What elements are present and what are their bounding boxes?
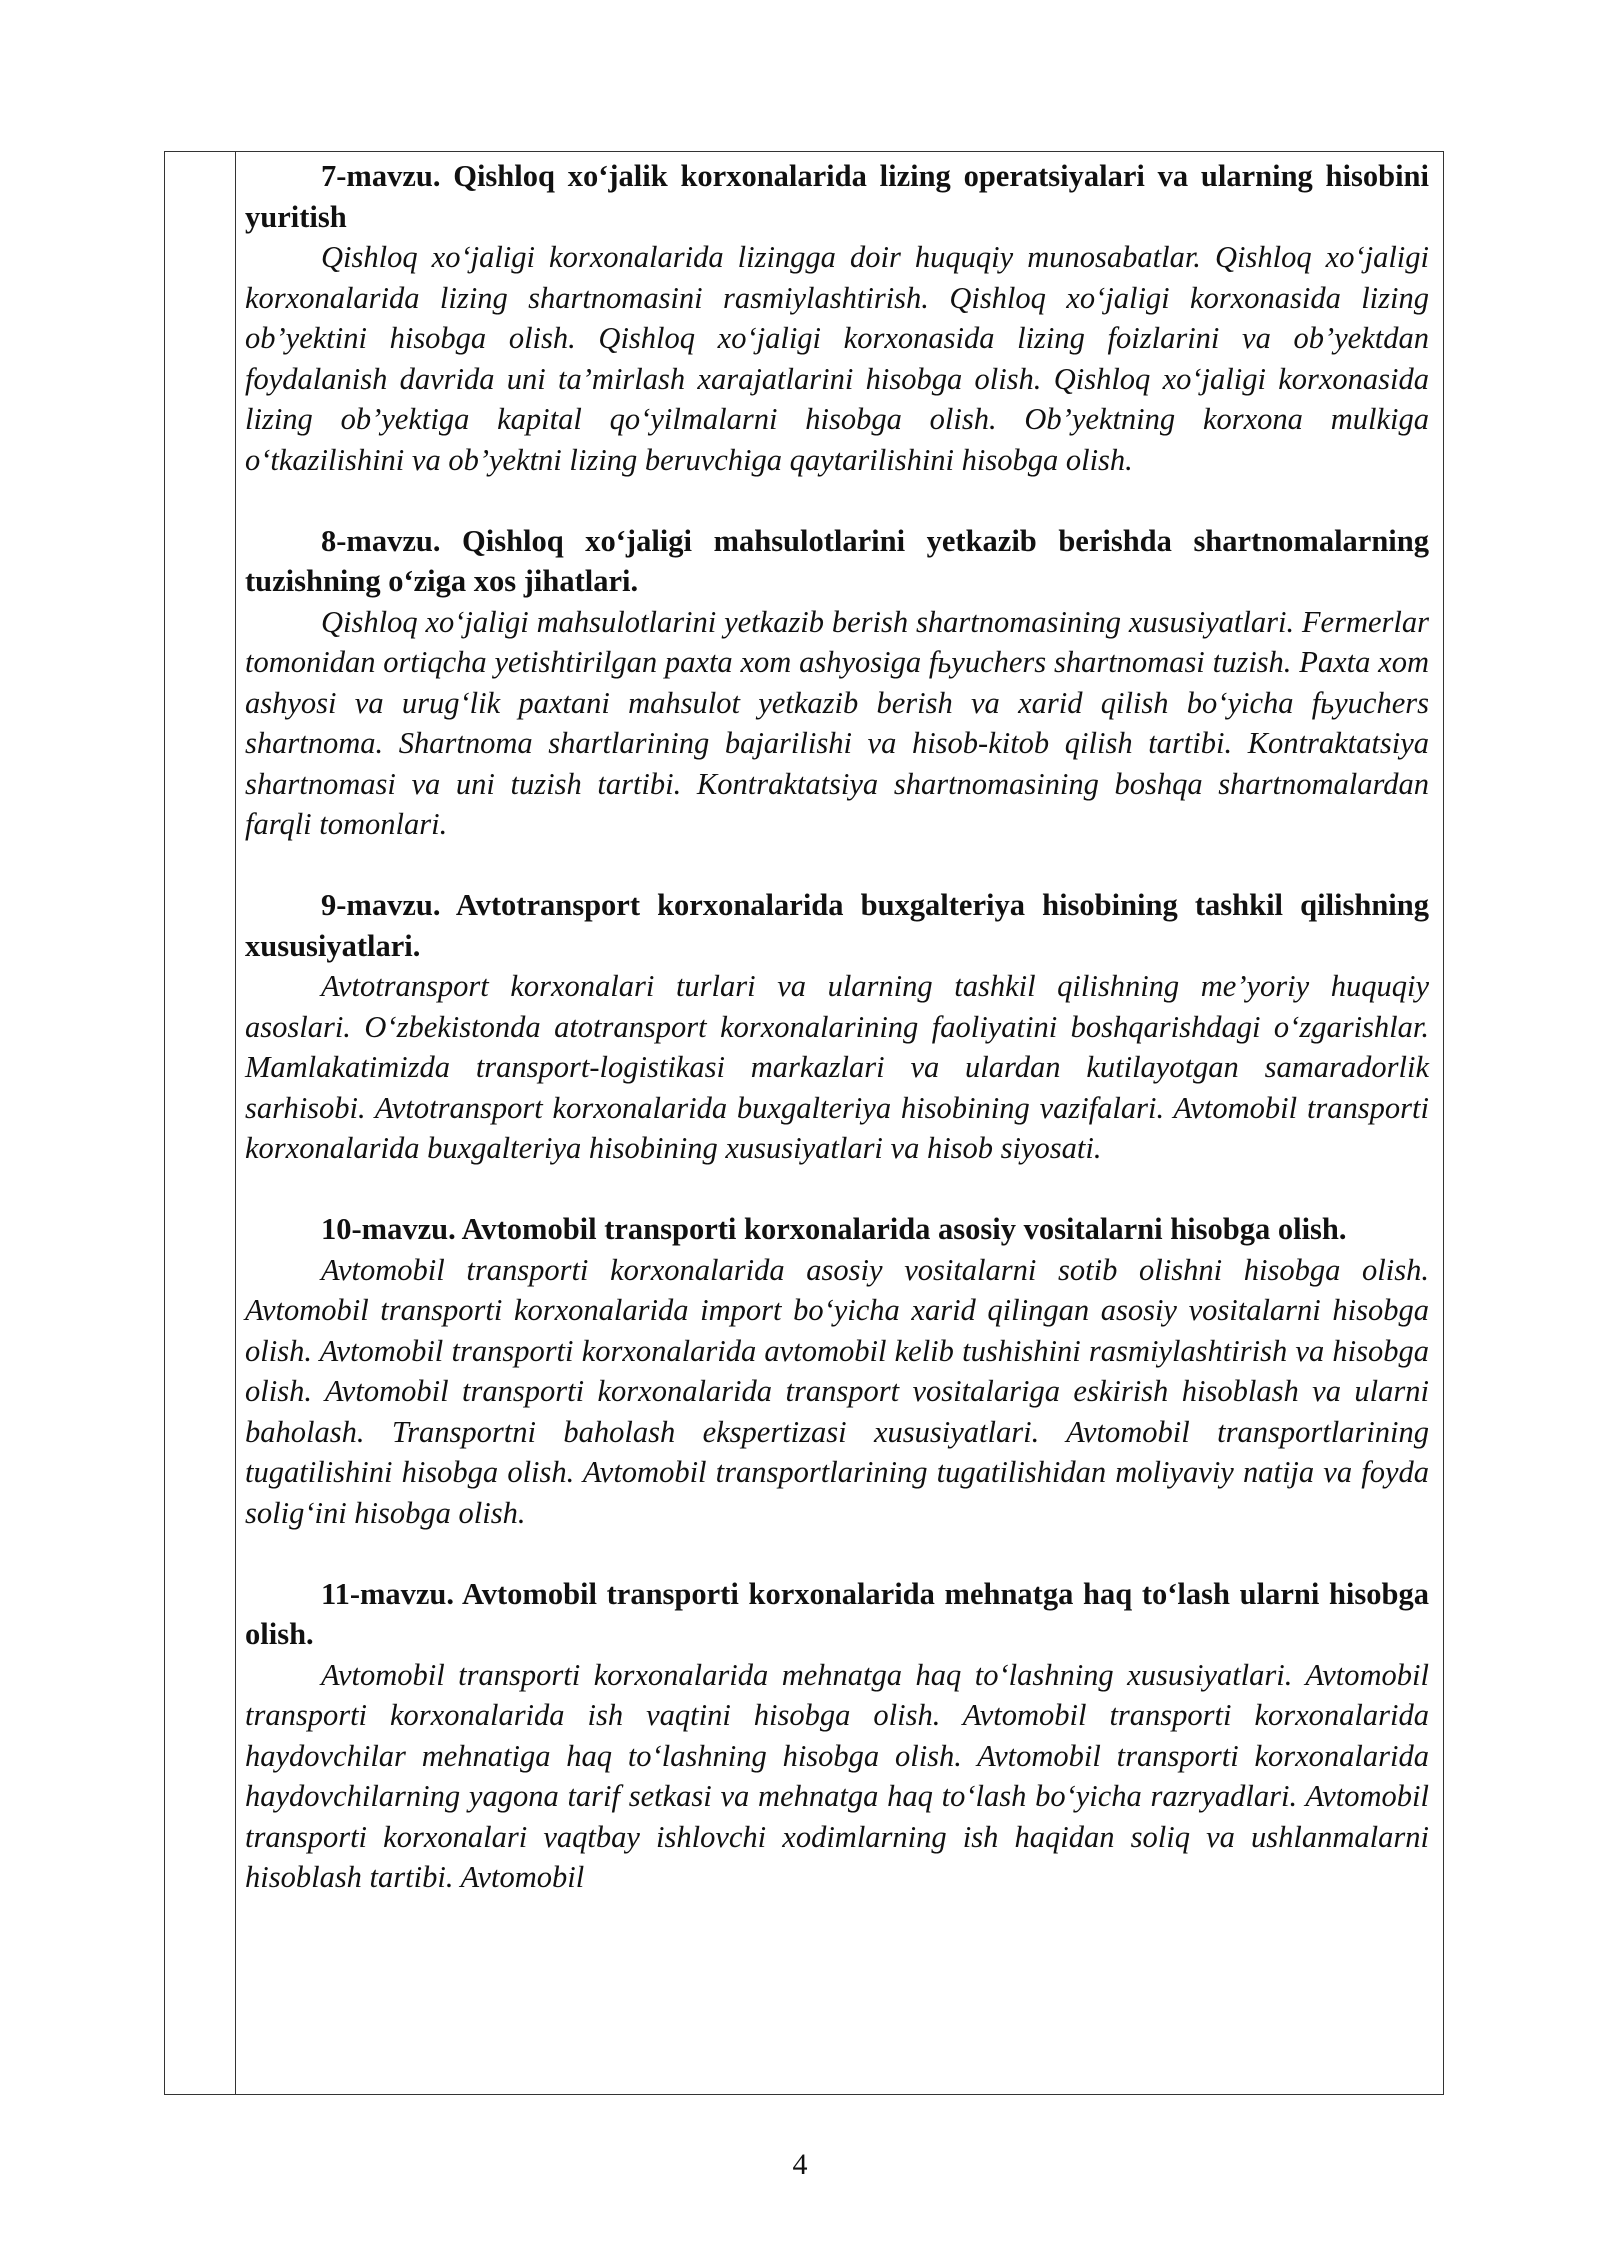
topic-body: Avtomobil transporti korxonalarida asosiy vositalarni sotib olishni hisobga olish. Avtomobil transporti korxonalarida import bo‘yicha xarid qilingan asosiy vositalarni hisobga olish. Avtomobil transporti korxonalarida avtomobil kelib tushishini rasmiylashtirish va hisobga olish. Avtomobil transporti korxonalarida transport vositalariga eskirish hisoblash va ularni baholash. Transportni baholash ekspertizasi xususiyatlari. Avtomobil transportlarining tugatilishini hisobga olish. Avtomobil transportlarining tugatilishidan moliyaviy natija va foyda solig‘ini hisobga olish. [245, 1252, 1429, 1530]
topic-heading: 9-mavzu. Avtotransport korxonalarida buxgalteriya hisobining tashkil qilishning xususiyatlari. [245, 888, 1429, 963]
topic-section-11 [245, 1574, 1429, 1898]
topic-body: Avtotransport korxonalari turlari va ularning tashkil qilishning me’yoriy huquqiy asoslari. O‘zbekistonda atotransport korxonalarining faoliyatini boshqarishdagi o‘zgarishlar. Mamlakatimizda transport-logistikasi markazlari va ulardan kutilayotgan samaradorlik sarhisobi. Avtotransport korxonalarida buxgalteriya hisobining vazifalari. Avtomobil transporti korxonalarida buxgalteriya hisobining xususiyatlari va hisob siyosati. [245, 969, 1429, 1165]
topic-heading: 8-mavzu. Qishloq xo‘jaligi mahsulotlarini yetkazib berishda shartnomalarning tuzishning o‘ziga xos jihatlari. [245, 523, 1429, 598]
table-left-column [165, 152, 236, 2094]
topic-heading: 11-mavzu. Avtomobil transporti korxonalarida mehnatga haq to‘lash ularni hisobga olish. [245, 1576, 1429, 1651]
page-number: 4 [792, 2148, 808, 2181]
topic-section-7 [245, 156, 1429, 480]
topic-section-10 [245, 1209, 1429, 1533]
topic-heading: 10-mavzu. Avtomobil transporti korxonalarida asosiy vositalarni hisobga olish. [321, 1212, 1347, 1246]
topic-body: Qishloq xo‘jaligi mahsulotlarini yetkazib berish shartnomasining xususiyatlari. Fermerlar tomonidan ortiqcha yetishtirilgan paxta xom ashyosiga fьyuchers shartnomasi tuzish. Paxta xom ashyosi va urug‘lik paxtani mahsulot yetkazib berish va xarid qilish bo‘yicha fьyuchers shartnoma. Shartnoma shartlarining bajarilishi va hisob-kitob qilish tartibi. Kontraktatsiya shartnomasi va uni tuzish tartibi. Kontraktatsiya shartnomasining boshqa shartnomalardan farqli tomonlari. [245, 604, 1429, 841]
content-table [164, 151, 1444, 2095]
topic-section-9 [245, 885, 1429, 1169]
topic-section-8 [245, 521, 1429, 845]
topic-body: Avtomobil transporti korxonalarida mehnatga haq to‘lashning xususiyatlari. Avtomobil transporti korxonalarida ish vaqtini hisobga olish. Avtomobil transporti korxonalarida haydovchilar mehnatiga haq to‘lashning hisobga olish. Avtomobil transporti korxonalarida haydovchilarning yagona tarif setkasi va mehnatga haq to‘lash bo‘yicha razryadlari. Avtomobil transporti korxonalari vaqtbay ishlovchi xodimlarning ish haqidan soliq va ushlanmalarni hisoblash tartibi. Avtomobil [245, 1657, 1429, 1894]
topic-body: Qishloq xo‘jaligi korxonalarida lizingga doir huquqiy munosabatlar. Qishloq xo‘jaligi korxonalarida lizing shartnomasini rasmiylashtirish. Qishloq xo‘jaligi korxonasida lizing ob’yektini hisobga olish. Qishloq xo‘jaligi korxonasida lizing foizlarini va ob’yektdan foydalanish davrida uni ta’mirlash xarajatlarini hisobga olish. Qishloq xo‘jaligi korxonasida lizing ob’yektiga kapital qo‘yilmalarni hisobga olish. Ob’yektning korxona mulkiga o‘tkazilishini va ob’yektni lizing beruvchiga qaytarilishini hisobga olish. [245, 240, 1429, 477]
table-content-cell [245, 156, 1429, 1938]
topic-heading: 7-mavzu. Qishloq xo‘jalik korxonalarida lizing operatsiyalari va ularning hisobini yuritish [245, 159, 1429, 234]
